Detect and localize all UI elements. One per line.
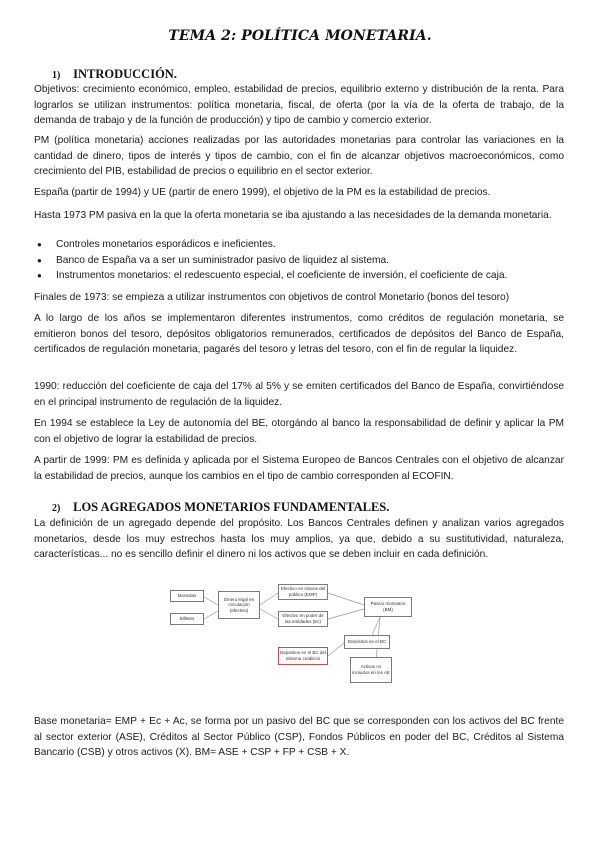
list-item: ● Banco de España va a ser un suministrador pasivo de liquidez al sistema. — [34, 253, 564, 269]
paragraph-finales-1973: Finales de 1973: se empieza a utilizar instrumentos con objetivos de control Monetario (bonos del tesoro) — [34, 292, 510, 303]
section-number: 1) — [52, 70, 61, 81]
section-heading-agregados — [52, 500, 389, 515]
section-title: LOS AGREGADOS MONETARIOS FUNDAMENTALES. — [73, 500, 390, 514]
document-title: TEMA 2: POLÍTICA MONETARIA. — [168, 28, 432, 44]
paragraph-base-monetaria: Base monetaria= EMP + Ec + Ac, se forma por un pasivo del BC que se corresponden con los activos del BC frente al sector exterior (ASE), Créditos al Sector Público (CSP), Fondos Públicos en poder del BC, Créditos al Sistema Bancario (CSB) y otros activos (X). BM= ASE + CSP + FP + CSB + X. — [34, 716, 564, 759]
box-pasivo-monetario — [364, 597, 412, 617]
box-label: Monedas — [177, 593, 197, 599]
box-label: Depósitos en el BC del sistema crediticio — [280, 650, 326, 661]
section-number: 2) — [52, 503, 61, 514]
paragraph-espana-ue: España (partir de 1994) y UE (partir de enero 1999), el objetivo de la PM es la estabilidad de precios. — [34, 187, 491, 198]
box-label: Efectivo en manos del público (EMP) — [280, 586, 326, 597]
box-label: Billetes — [179, 616, 195, 622]
box-ec — [278, 611, 328, 627]
monetary-base-diagram — [166, 583, 436, 691]
list-item: ● Controles monetarios esporádicos e ineficientes. — [34, 237, 564, 253]
paragraph-1990: 1990: reducción del coeficiente de caja del 17% al 5% y se emiten certificados del Banco de España, convirtiéndose en el principal instrumento de regulación de la liquidez. — [34, 381, 564, 408]
box-depositos-bc — [344, 635, 390, 649]
paragraph-hasta-1973: Hasta 1973 PM pasiva en la que la oferta monetaria se iba ajustando a las necesidades de la demanda monetaria. — [34, 210, 552, 221]
box-billetes — [170, 613, 204, 625]
paragraph-1994: En 1994 se establece la Ley de autonomía del BE, otorgándo al banco la responsabilidad de definir y aplicar la PM con el objetivo de lograr la estabilidad de precios. — [34, 418, 564, 445]
paragraph-agregados: La definición de un agregado depende del propósito. Los Bancos Centrales definen y analizan varios agregados monetarios, desde los muy estrechos hasta los muy amplios, ya que, debido a su sustitutividad, naturaleza, características... no es sencillo definir el dinero ni los activos que se deben incluir en cada definición. — [34, 518, 564, 561]
box-label: Activos no incluidos en los AE — [352, 664, 390, 675]
box-dinero-legal — [218, 591, 260, 619]
paragraph-1999: A partir de 1999: PM es definida y aplicada por el Sistema Europeo de Bancos Centrales con el objetivo de alcanzar la estabilidad de precios, aunque los cambios en el tipo de cambio corresponden al ECOFIN. — [34, 455, 564, 482]
section-heading-introduccion — [52, 67, 177, 82]
bullet-list — [34, 237, 564, 284]
box-label: Dinero legal en circulación (efectivo) — [223, 596, 255, 613]
box-label: Pasivo monetario (BM) — [370, 601, 406, 612]
box-monedas — [170, 590, 204, 602]
box-emp — [278, 584, 328, 600]
list-item: ● Instrumentos monetarios: el redescuento especial, el coeficiente de inversión, el coeficiente de caja. — [34, 268, 564, 284]
paragraph-pm-definicion: PM (política monetaria) acciones realizadas por las autoridades monetarias para controlar las variaciones en la cantidad de dinero, tipos de interés y tipos de cambio, con el fin de alcanzar objetivos macroeconómicos, como crecimiento del PIB, estabilidad de precios o equilibrio en el sector exterior. — [34, 135, 564, 178]
paragraph-instrumentos: A lo largo de los años se implementaron diferentes instrumentos, como créditos de regulación monetaria, se emitieron bonos del tesoro, depósitos obligatorios remunerados, certificados de depósitos del Banco de España, certificados de regulación monetaria, pagarés del tesoro y letras del tesoro, con el fin de regular la liquidez. — [34, 313, 564, 356]
section-title: INTRODUCCIÓN. — [73, 67, 177, 81]
box-label: Efectivo en poder de las entidades (Ec) — [282, 613, 324, 624]
box-label: Depósitos en el BC — [347, 639, 387, 645]
box-activos-no-incluidos — [350, 657, 392, 683]
box-sistema-crediticio — [278, 647, 328, 665]
paragraph-objetivos: Objetivos: crecimiento económico, empleo, estabilidad de precios, equilibrio externo y distribución de la renta. Para lograrlos se utilizan instrumentos: política monetaria, fiscal, de oferta (por la vía de la oferta de trabajo, de la demanda de trabajo y de la función de producción) y tipo de cambio y comercio exterior. — [34, 84, 564, 127]
